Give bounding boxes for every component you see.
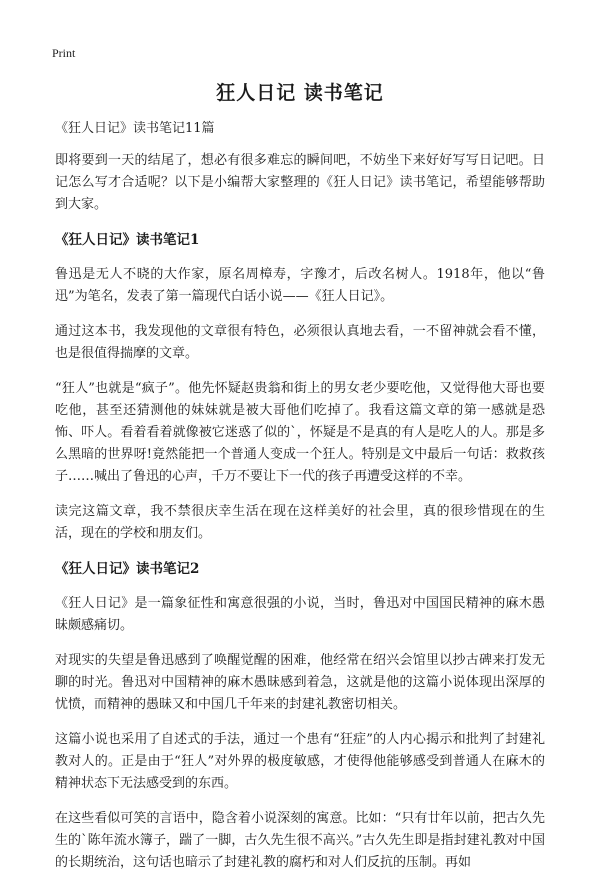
paragraph: 对现实的失望是鲁迅感到了唤醒觉醒的困难，他经常在绍兴会馆里以抄古碑来打发无聊的时光。鲁迅对中国精神的麻木愚昧感到着急，这就是他的这篇小说体现出深厚的忧愤，而精神的愚昧又和中国几千年来的封建礼教密切相关。 [55, 653, 545, 712]
document-body [55, 118, 545, 887]
paragraph: “狂人”也就是“疯子”。他先怀疑赵贵翁和街上的男女老少要吃他，又觉得他大哥也要吃他，甚至还猜测他的妹妹就是被大哥他们吃掉了。我看这篇文章的第一感就是恐怖、吓人。看着看着就像被它迷惑了似的`，怀疑是不是真的有人是吃人的人。那是多么黑暗的世界呀!竟然能把一个普通人变成一个狂人。特别是文中最后一句话：救救孩子……喊出了鲁迅的心声，千万不要让下一代的孩子再遭受这样的不幸。 [55, 381, 545, 484]
document-subtitle: 《狂人日记》读书笔记11篇 [55, 121, 215, 136]
paragraph: 《狂人日记》是一篇象征性和寓意很强的小说，当时，鲁迅对中国国民精神的麻木愚昧颇感痛切。 [55, 596, 545, 633]
paragraph: 在这些看似可笑的言语中，隐含着小说深刻的寓意。比如：“只有廿年以前，把古久先生的`陈年流水簿子，踹了一脚，古久先生很不高兴。”古久先生即是指封建礼教对中国的长期统治，这句话也暗示了封建礼教的腐朽和对人们反抗的压制。再如 [55, 811, 545, 870]
intro-paragraph: 即将要到一天的结尾了，想必有很多难忘的瞬间吧，不妨坐下来好好写写日记吧。日记怎么写才合适呢？以下是小编帮大家整理的《狂人日记》读书笔记，希望能够帮助到大家。 [55, 153, 545, 212]
paragraph: 这篇小说也采用了自述式的手法，通过一个患有“狂症”的人内心揭示和批判了封建礼教对人的。正是由于“狂人”对外界的极度敏感，才使得他能够感受到普通人在麻木的精神状态下无法感受到的东西。 [55, 732, 545, 791]
paragraph: 通过这本书，我发现他的文章很有特色，必须很认真地去看，一不留神就会看不懂，也是很值得揣摩的文章。 [55, 324, 545, 361]
paragraph: 鲁迅是无人不晓的大作家，原名周樟寿，字豫才，后改名树人。1918年，他以“鲁迅”为笔名，发表了第一篇现代白话小说——《狂人日记》。 [55, 267, 545, 304]
section-heading: 《狂人日记》读书笔记2 [55, 561, 200, 577]
section-heading: 《狂人日记》读书笔记1 [55, 232, 200, 248]
page-title: 狂人日记 读书笔记 [216, 82, 384, 104]
print-link[interactable]: Print [52, 46, 76, 60]
paragraph: 读完这篇文章，我不禁很庆幸生活在现在这样美好的社会里，真的很珍惜现在的生活，现在的学校和朋友们。 [55, 504, 545, 541]
